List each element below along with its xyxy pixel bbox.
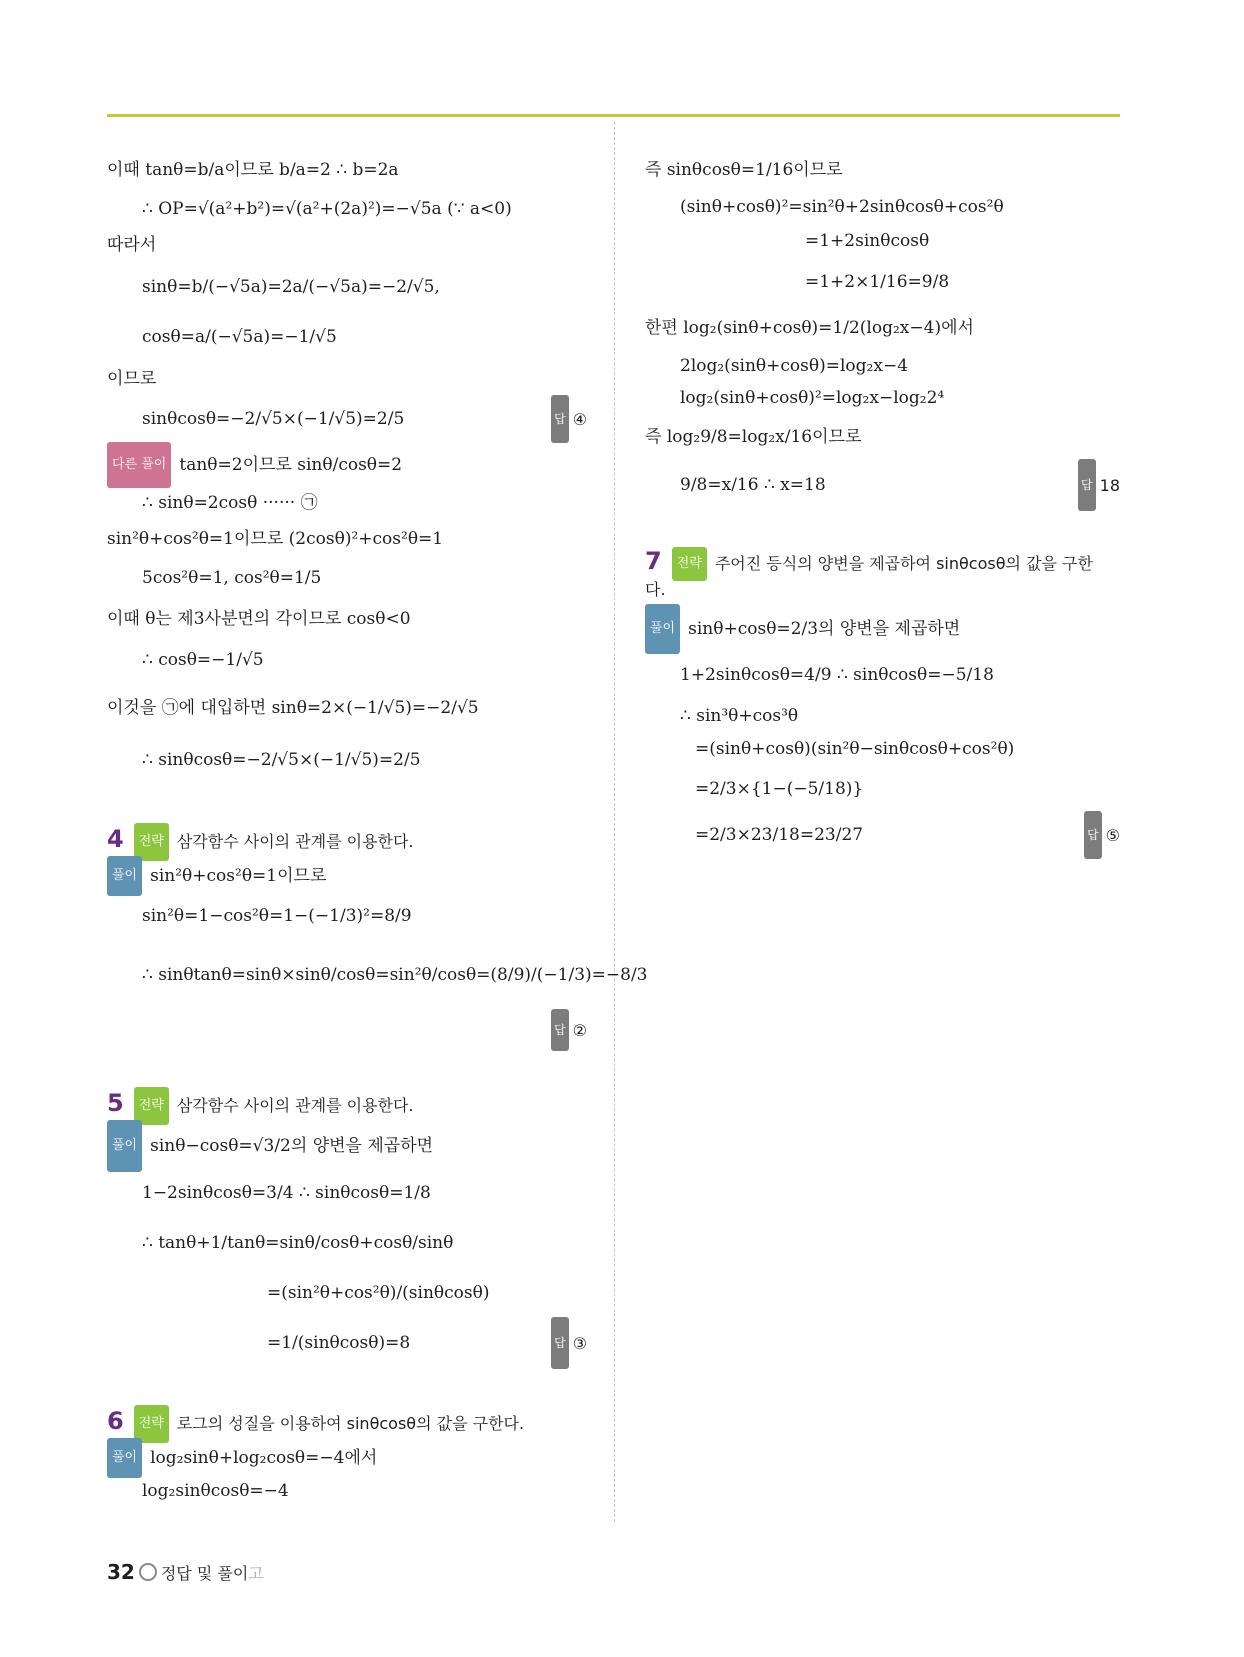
page-footer — [107, 1560, 264, 1584]
strategy-badge: 전략 — [672, 547, 707, 581]
circle-icon — [139, 1563, 157, 1581]
answer-mark — [1084, 811, 1120, 859]
eq-line: ∴ sin³θ+cos³θ — [680, 706, 799, 726]
question-header — [107, 1404, 587, 1438]
eq-text: 9/8=x/16 ∴ x=18 — [680, 475, 826, 495]
eq-text: sin²θ+cos²θ=1이므로 — [150, 866, 327, 886]
eq-text: sinθcosθ=−2/√5×(−1/√5)=2/5 — [142, 409, 405, 429]
eq-line: 1−2sinθcosθ=3/4 ∴ sinθcosθ=1/8 — [142, 1183, 431, 1203]
eq-line — [645, 460, 1120, 510]
answer-mark — [551, 395, 587, 443]
answer-value: ② — [572, 1021, 587, 1040]
column-divider — [614, 122, 615, 1522]
answer-tag: 답 — [551, 1009, 569, 1051]
footer-faded-text: 고 — [248, 1564, 264, 1583]
question-header — [107, 1086, 587, 1120]
eq-line: ∴ OP=√(a²+b²)=√(a²+(2a)²)=−√5a (∵ a<0) — [142, 199, 512, 219]
strategy-badge: 전략 — [134, 1405, 169, 1443]
question-header — [107, 822, 587, 856]
eq-line: ∴ sinθtanθ=sinθ×sinθ/cosθ=sin²θ/cosθ=(8/9)/(−1/3)=−8/3 — [142, 965, 648, 985]
answer-tag: 답 — [551, 1317, 569, 1369]
eq-line — [107, 396, 587, 442]
solution-line — [645, 604, 1120, 650]
right-column — [645, 150, 1120, 858]
text-line: 이므로 — [107, 369, 157, 389]
solution-badge: 풀이 — [107, 1438, 142, 1478]
answer-mark — [551, 1009, 587, 1051]
solution-line — [107, 1438, 587, 1474]
eq-line: =(sinθ+cosθ)(sin²θ−sinθcosθ+cos²θ) — [695, 739, 1015, 759]
solution-badge: 풀이 — [107, 1120, 142, 1172]
eq-line: ∴ cosθ=−1/√5 — [142, 650, 264, 670]
eq-line: sin²θ+cos²θ=1이므로 (2cosθ)²+cos²θ=1 — [107, 529, 444, 549]
solution-line — [107, 1120, 587, 1168]
answer-mark — [551, 1317, 587, 1369]
answer-mark — [1078, 459, 1120, 511]
answer-row — [107, 1010, 587, 1050]
eq-line: 5cos²θ=1, cos²θ=1/5 — [142, 568, 322, 588]
strategy-text: 로그의 성질을 이용하여 sinθcosθ의 값을 구한다. — [176, 1414, 525, 1433]
eq-line: =1+2×1/16=9/8 — [805, 272, 950, 292]
eq-text: sinθ+cosθ=2/3의 양변을 제곱하면 — [688, 619, 961, 639]
eq-line: 즉 log₂9/8=log₂x/16이므로 — [645, 427, 862, 447]
eq-text: =1/(sinθcosθ)=8 — [267, 1333, 411, 1353]
eq-line: 이때 tanθ=b/a이므로 b/a=2 ∴ b=2a — [107, 160, 399, 180]
eq-text: sinθ−cosθ=√3/2의 양변을 제곱하면 — [150, 1136, 434, 1156]
eq-text: tanθ=2이므로 sinθ/cosθ=2 — [179, 455, 403, 475]
solution-line — [107, 856, 587, 892]
question-number: 5 — [107, 1089, 124, 1117]
eq-line: log₂sinθcosθ=−4 — [142, 1481, 289, 1501]
alt-solution-badge: 다른 풀이 — [107, 442, 171, 488]
eq-text: log₂sinθ+log₂cosθ=−4에서 — [150, 1448, 378, 1468]
answer-tag: 답 — [1084, 811, 1102, 859]
eq-text: =2/3×23/18=23/27 — [695, 825, 864, 845]
strategy-text: 삼각함수 사이의 관계를 이용한다. — [176, 832, 414, 851]
answer-value: ③ — [572, 1334, 587, 1353]
eq-line — [107, 1318, 587, 1368]
footer-title: 정답 및 풀이 — [160, 1564, 249, 1583]
eq-line: 한편 log₂(sinθ+cosθ)=1/2(log₂x−4)에서 — [645, 318, 974, 338]
answer-value: 18 — [1099, 476, 1120, 495]
eq-line: sinθ=b/(−√5a)=2a/(−√5a)=−2/√5, — [142, 277, 440, 297]
page-number: 32 — [107, 1560, 135, 1584]
question-number: 7 — [645, 547, 662, 575]
alt-solution-line — [107, 442, 587, 484]
answer-value: ④ — [572, 410, 587, 429]
text-line: 이때 θ는 제3사분면의 각이므로 cosθ<0 — [107, 609, 411, 629]
eq-line: (sinθ+cosθ)²=sin²θ+2sinθcosθ+cos²θ — [680, 197, 1004, 217]
eq-line: 1+2sinθcosθ=4/9 ∴ sinθcosθ=−5/18 — [680, 665, 994, 685]
eq-line — [645, 812, 1120, 858]
strategy-badge: 전략 — [134, 1087, 169, 1125]
strategy-text: 삼각함수 사이의 관계를 이용한다. — [176, 1096, 414, 1115]
solution-badge: 풀이 — [107, 856, 142, 896]
eq-line: cosθ=a/(−√5a)=−1/√5 — [142, 327, 337, 347]
answer-value: ⑤ — [1105, 826, 1120, 845]
question-number: 4 — [107, 825, 124, 853]
answer-tag: 답 — [551, 395, 569, 443]
question-header — [645, 546, 1120, 576]
eq-line: ∴ sinθ=2cosθ ······ ㉠ — [142, 493, 318, 513]
eq-line: 2log₂(sinθ+cosθ)=log₂x−4 — [680, 356, 909, 376]
question-number: 6 — [107, 1407, 124, 1435]
answer-tag: 답 — [1078, 459, 1096, 511]
strategy-badge: 전략 — [134, 823, 169, 861]
eq-line: =1+2sinθcosθ — [805, 231, 930, 251]
eq-line: =(sin²θ+cos²θ)/(sinθcosθ) — [267, 1283, 490, 1303]
eq-line: ∴ tanθ+1/tanθ=sinθ/cosθ+cosθ/sinθ — [142, 1233, 454, 1253]
strategy-text-cont: 다. — [645, 580, 666, 599]
eq-line: 즉 sinθcosθ=1/16이므로 — [645, 160, 843, 180]
eq-line: sin²θ=1−cos²θ=1−(−1/3)²=8/9 — [142, 906, 412, 926]
top-rule — [107, 114, 1120, 117]
eq-line: 이것을 ㉠에 대입하면 sinθ=2×(−1/√5)=−2/√5 — [107, 698, 479, 718]
eq-line: =2/3×{1−(−5/18)} — [695, 779, 864, 799]
text-line: 따라서 — [107, 235, 157, 255]
left-column — [107, 150, 648, 1508]
eq-line: ∴ sinθcosθ=−2/√5×(−1/√5)=2/5 — [142, 750, 421, 770]
solution-badge: 풀이 — [645, 604, 680, 654]
eq-line: log₂(sinθ+cosθ)²=log₂x−log₂2⁴ — [680, 388, 945, 408]
strategy-text: 주어진 등식의 양변을 제곱하여 sinθcosθ의 값을 구한 — [714, 554, 1093, 573]
